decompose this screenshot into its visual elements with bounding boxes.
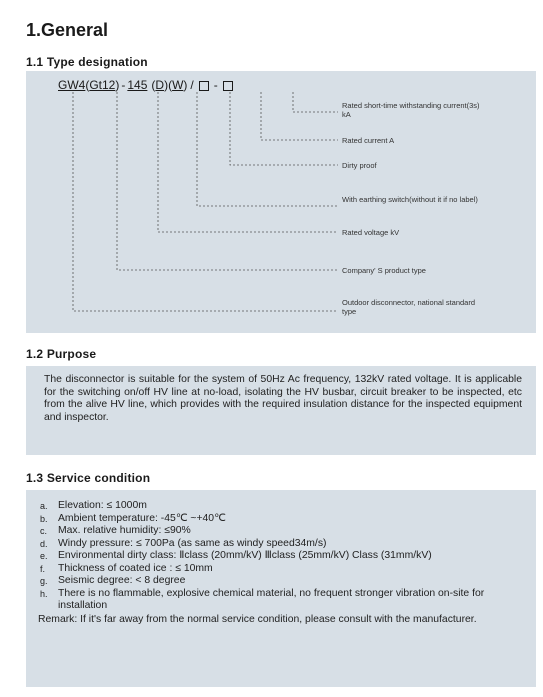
list-item: d. Windy pressure: ≤ 700Pa (as same as windy speed34m/s) xyxy=(40,537,327,549)
list-item: g. Seismic degree: < 8 degree xyxy=(40,575,186,586)
code-paren-open-2: ( xyxy=(151,78,156,92)
label-outdoor-disconnector: Outdoor disconnector, national standard type xyxy=(342,298,476,316)
leader-line-short-time-current xyxy=(293,92,338,112)
code-dash-2: - xyxy=(213,78,218,92)
list-item: c. Max. relative humidity: ≤90% xyxy=(40,525,191,536)
code-dash-1: - xyxy=(121,78,126,92)
label-earthing-switch: With earthing switch(without it if no label) xyxy=(342,195,478,204)
code-gt12: Gt12 xyxy=(89,78,116,92)
label-product-type: Company' S product type xyxy=(342,266,426,275)
service-remark: Remark: If it's far away from the normal service condition, please consult with the manufacturer. xyxy=(38,613,477,625)
code-slash: / xyxy=(190,78,194,92)
label-short-time-current: Rated short-time withstanding current(3s) kA xyxy=(342,101,480,119)
code-gw4: GW4 xyxy=(58,78,86,92)
label-rated-voltage: Rated voltage kV xyxy=(342,228,400,237)
list-item: h. There is no flammable, explosive chemical material, no frequent stronger vibration on-site for installation xyxy=(40,587,485,611)
label-rated-current: Rated current A xyxy=(342,136,395,145)
code-paren-open-3: ( xyxy=(168,78,173,92)
section-heading-service-condition: 1.3 Service condition xyxy=(26,471,151,485)
code-paren-close-1: ) xyxy=(115,78,120,92)
code-w: W xyxy=(172,78,184,92)
purpose-text: The disconnector is suitable for the system of 50Hz Ac frequency, 132kV rated voltage. It is applicable for the switching on/off HV line at no-load, isolating the HV busbar, circuit breaker to be inspected, etc from the alive HV line, which provides with the required insulation distance for the inspected equipment and inspector. xyxy=(44,374,522,423)
leader-line-outdoor-disconnector xyxy=(73,92,338,311)
code-145: 145 xyxy=(127,78,148,92)
code-paren-open-1: ( xyxy=(85,78,90,92)
leader-line-rated-current xyxy=(261,92,338,140)
leader-line-earthing-switch xyxy=(197,92,338,206)
code-blank-box-1 xyxy=(199,81,209,91)
code-d: D xyxy=(155,78,165,92)
label-dirty-proof: Dirty proof xyxy=(342,161,377,170)
code-paren-close-3: ) xyxy=(183,78,188,92)
section-heading-type-designation: 1.1 Type designation xyxy=(26,55,148,69)
leader-line-dirty-proof xyxy=(230,92,338,165)
leader-line-product-type xyxy=(117,92,338,270)
list-item: e. Environmental dirty class: Ⅱclass (20mm/kV) Ⅲclass (25mm/kV) Class (31mm/kV) xyxy=(40,550,432,561)
leader-line-rated-voltage xyxy=(158,92,338,232)
service-condition-list xyxy=(40,500,532,626)
list-item: a. Elevation: ≤ 1000m xyxy=(40,500,147,511)
list-item: b. Ambient temperature: -45℃ ~+40℃ xyxy=(40,512,226,524)
code-blank-box-2 xyxy=(223,81,233,91)
list-item: f. Thickness of coated ice : ≤ 10mm xyxy=(40,562,213,574)
code-paren-close-2: ) xyxy=(164,78,169,92)
page-title: 1.General xyxy=(26,20,109,40)
section-heading-purpose: 1.2 Purpose xyxy=(26,347,97,361)
type-designation-code xyxy=(58,78,235,92)
